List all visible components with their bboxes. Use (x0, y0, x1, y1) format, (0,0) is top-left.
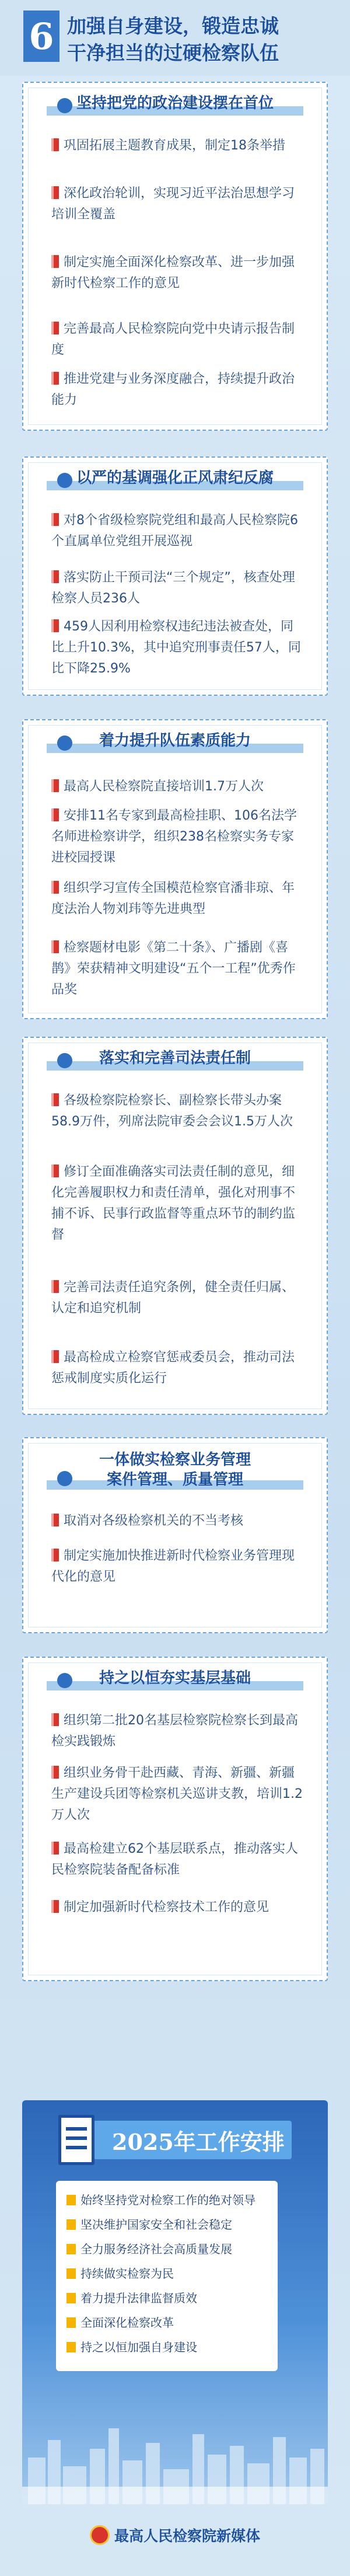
red-flag-icon (51, 1514, 59, 1526)
card-grassroots-foundation (22, 1657, 328, 1981)
red-flag-icon (51, 255, 59, 268)
footer (0, 2525, 350, 2546)
emblem-icon (90, 2525, 110, 2545)
list-item: 制定实施全面深化检察改革、进一步加强新时代检察工作的意见 (51, 255, 295, 291)
plan-2025-panel (22, 2100, 328, 2504)
list-item: 对8个省级检察院党组和最高人民检察院6个直属单位党组开展巡视 (51, 513, 298, 549)
section-header (0, 0, 350, 76)
plan-item: 持之以恒加强自身建设 (66, 2338, 267, 2356)
plan-item: 全力服务经济社会高质量发展 (66, 2240, 267, 2258)
red-flag-icon (51, 808, 59, 821)
plan-list (56, 2181, 278, 2371)
section-number: 6 (23, 11, 60, 62)
section-title (67, 13, 279, 67)
plan-item: 着力提升法律监督质效 (66, 2289, 267, 2307)
card-case-management (22, 1437, 328, 1633)
red-flag-icon (51, 138, 59, 151)
yellow-bullet-icon (66, 2342, 76, 2352)
plan-item: 坚决维护国家安全和社会稳定 (66, 2216, 267, 2233)
red-flag-icon (51, 881, 59, 894)
list-item: 组织学习宣传全国模范检察官潘非琼、年度法治人物刘玮等先进典型 (51, 881, 295, 916)
section-title-line1: 加强自身建设，锻造忠诚 (67, 15, 279, 37)
list-item: 完善最高人民检察院向党中央请示报告制度 (51, 322, 295, 357)
yellow-bullet-icon (66, 2219, 76, 2230)
yellow-bullet-icon (66, 2293, 76, 2303)
list-item: 各级检察院检察长、副检察长带头办案58.9万件，列席法院审委会会议1.5万人次 (51, 1093, 293, 1129)
card-team-capability (22, 719, 328, 1019)
list-item: 深化政治轮训，实现习近平法治思想学习培训全覆盖 (51, 186, 295, 222)
red-flag-icon (51, 570, 59, 583)
red-flag-icon (51, 1549, 59, 1561)
yellow-bullet-icon (66, 2317, 76, 2328)
red-flag-icon (51, 513, 59, 526)
list-item: 完善司法责任追究条例，健全责任归属、认定和追究机制 (51, 1280, 295, 1316)
list-item: 组织第二批20名基层检察院检察长到最高检实践锻炼 (51, 1713, 298, 1749)
red-flag-icon (51, 1165, 59, 1177)
card-political-building (22, 82, 328, 431)
list-item: 取消对各级检察机关的不当考核 (51, 1511, 303, 1532)
footer-text: 最高人民检察院新媒体 (114, 2528, 260, 2544)
plan-heading (58, 2115, 292, 2165)
yellow-bullet-icon (66, 2244, 76, 2254)
list-item: 落实防止干预司法“三个规定”，核查处理检察人员236人 (51, 570, 295, 606)
yellow-bullet-icon (66, 2195, 76, 2205)
red-flag-icon (51, 1350, 59, 1363)
red-flag-icon (51, 779, 59, 792)
red-flag-icon (51, 1280, 59, 1293)
card-title: 坚持把党的政治建设摆在首位 (76, 95, 274, 112)
card-title-line1: 一体做实检察业务管理 (99, 1451, 251, 1469)
list-item: 修订全面准确落实司法责任制的意见，细化完善履职权力和责任清单，强化对刑事不捕不诉、民事行政监督等重点环节的制约监督 (51, 1165, 296, 1242)
card-anti-corruption (22, 456, 328, 696)
list-item: 459人因利用检察权违纪违法被查处，同比上升10.3%，其中追究刑事责任57人，同比下降25.9% (51, 619, 301, 676)
document-icon (58, 2115, 94, 2165)
list-item: 最高检成立检察官惩戒委员会，推动司法惩戒制度实质化运行 (51, 1350, 295, 1386)
card-title: 着力提升队伍素质能力 (99, 732, 251, 750)
red-flag-icon (51, 372, 59, 385)
card-title-line2: 案件管理、质量管理 (106, 1471, 243, 1489)
red-flag-icon (51, 1766, 59, 1779)
city-skyline-illustration (22, 2417, 328, 2504)
list-item: 制定加强新时代检察技术工作的意见 (51, 1897, 303, 1918)
plan-title: 2025年工作安排 (112, 2129, 285, 2155)
card-judicial-responsibility (22, 1037, 328, 1415)
card-title: 以严的基调强化正风肃纪反腐 (76, 469, 274, 487)
yellow-bullet-icon (66, 2268, 76, 2279)
card-title: 持之以恒夯实基层基础 (99, 1669, 251, 1687)
list-item: 最高人民检察院直接培训1.7万人次 (51, 776, 303, 797)
list-item: 推进党建与业务深度融合，持续提升政治能力 (51, 372, 295, 407)
red-flag-icon (51, 1093, 59, 1106)
plan-item: 始终坚持党对检察工作的绝对领导 (66, 2191, 267, 2209)
list-item: 制定实施加快推进新时代检察业务管理现代化的意见 (51, 1549, 295, 1584)
list-item: 组织业务骨干赴西藏、青海、新疆、新疆生产建设兵团等检察机关巡讲支教，培训1.2万人次 (51, 1766, 303, 1822)
red-flag-icon (51, 322, 59, 334)
red-flag-icon (51, 940, 59, 953)
list-item: 检察题材电影《第二十条》、广播剧《喜鹊》荣获精神文明建设“五个一工程”优秀作品奖 (51, 940, 296, 997)
red-flag-icon (51, 1842, 59, 1855)
card-title: 落实和完善司法责任制 (99, 1050, 251, 1067)
list-item: 巩固拓展主题教育成果，制定18条举措 (51, 135, 303, 156)
red-flag-icon (51, 619, 59, 632)
list-item: 安排11名专家到最高检挂职、106名法学名师进检察讲学，组织238名检察实务专家进校园授课 (51, 808, 297, 865)
plan-item: 持续做实检察为民 (66, 2265, 267, 2282)
plan-item: 全面深化检察改革 (66, 2314, 267, 2331)
red-flag-icon (51, 1900, 59, 1913)
red-flag-icon (51, 1713, 59, 1726)
red-flag-icon (51, 186, 59, 199)
card-title (23, 1450, 327, 1490)
section-title-line2: 干净担当的过硬检察队伍 (67, 41, 279, 64)
list-item: 最高检建立62个基层联系点，推动落实人民检察院装备配备标准 (51, 1842, 298, 1877)
